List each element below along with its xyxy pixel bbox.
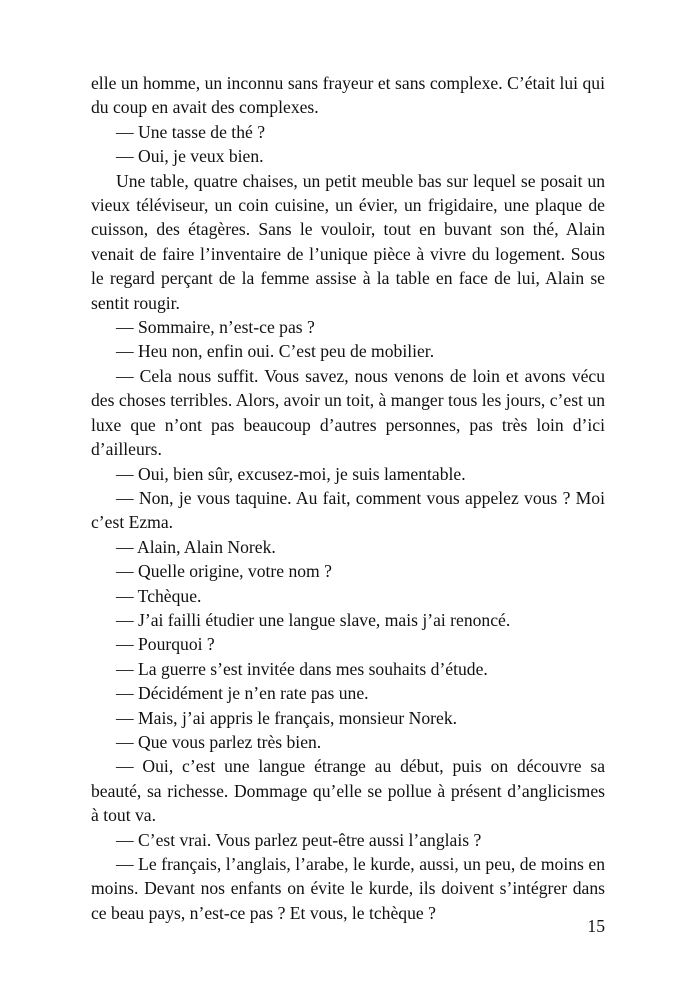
paragraph: — Une tasse de thé ? (116, 121, 266, 142)
page-body (91, 71, 605, 925)
paragraph: — Oui, bien sûr, excusez-moi, je suis lamentable. (116, 463, 466, 484)
paragraph: — Heu non, enfin oui. C’est peu de mobilier. (116, 341, 435, 362)
paragraph: elle un homme, un inconnu sans frayeur et sans complexe. C’était lui qui du coup en avait des complexes. (91, 73, 605, 118)
paragraph: — Oui, c’est une langue étrange au début, puis on découvre sa beauté, sa richesse. Dommage qu’elle se pollue à présent d’anglicismes à tout va. (91, 756, 605, 826)
paragraph: — Le français, l’anglais, l’arabe, le kurde, aussi, un peu, de moins en moins. Devant nos enfants on évite le kurde, ils doivent s’intégrer dans ce beau pays, n’est-ce pas ? Et vous, le tchèque ? (91, 854, 605, 923)
paragraph: — Alain, Alain Norek. (116, 536, 276, 557)
paragraph: — Sommaire, n’est-ce pas ? (116, 317, 315, 338)
paragraph: — J’ai failli étudier une langue slave, mais j’ai renoncé. (116, 609, 511, 630)
page-number: 15 (587, 916, 605, 936)
paragraph: Une table, quatre chaises, un petit meuble bas sur lequel se posait un vieux téléviseur, un coin cuisine, un évier, un frigidaire, une plaque de cuisson, des étagères. Sans le vouloir, tout en buvant son thé, Alain venait de faire l’inventaire de l’unique pièce à vivre du logement. Sous le regard perçant de la femme assise à la table en face de lui, Alain se sentit rougir. (91, 170, 605, 313)
paragraph: — Cela nous suffit. Vous savez, nous venons de loin et avons vécu des choses terribles. Alors, avoir un toit, à manger tous les jours, c’est un luxe que n’ont pas beaucoup d’autres personnes, pas très loin d’ici d’ailleurs. (91, 365, 605, 460)
paragraph: — Mais, j’ai appris le français, monsieur Norek. (116, 707, 458, 728)
paragraph: — Tchèque. (116, 585, 202, 606)
paragraph: — Pourquoi ? (116, 634, 215, 655)
paragraph: — Oui, je veux bien. (116, 146, 264, 167)
paragraph: — Que vous parlez très bien. (116, 731, 322, 752)
paragraph: — Décidément je n’en rate pas une. (116, 683, 369, 704)
paragraph: — La guerre s’est invitée dans mes souhaits d’étude. (116, 658, 488, 679)
paragraph: — Quelle origine, votre nom ? (116, 561, 332, 582)
paragraph: — C’est vrai. Vous parlez peut-être aussi l’anglais ? (116, 829, 482, 850)
paragraph: — Non, je vous taquine. Au fait, comment vous appelez vous ? Moi c’est Ezma. (91, 487, 605, 533)
